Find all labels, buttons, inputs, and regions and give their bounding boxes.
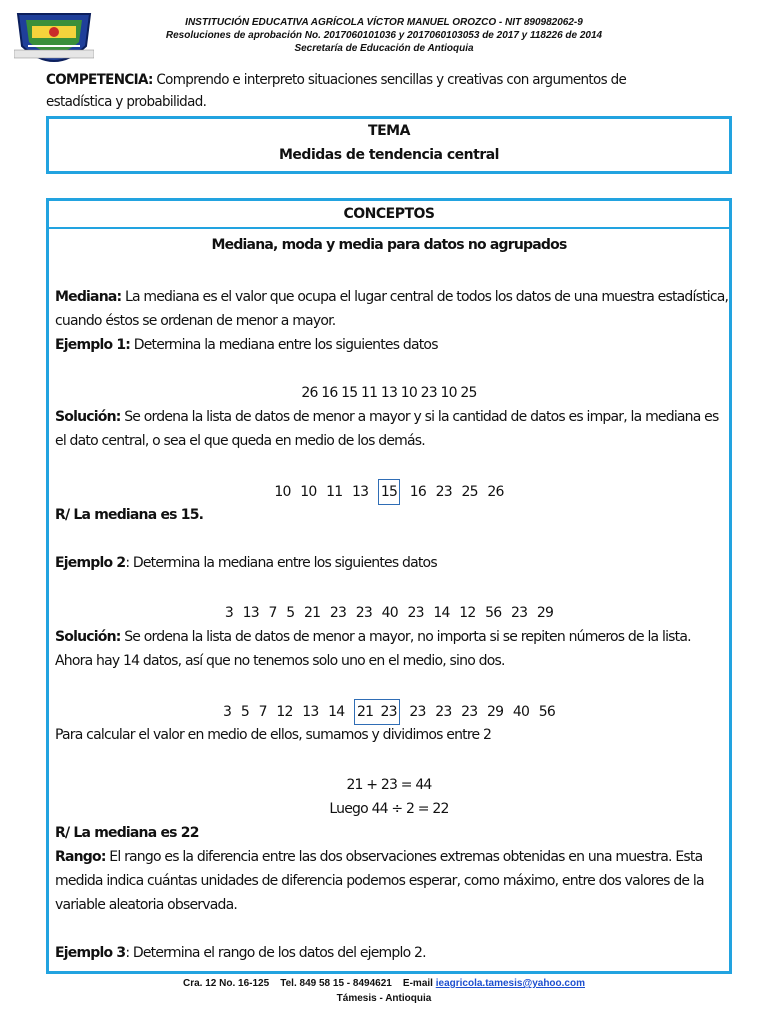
ejemplo3-text: : Determina el rango de los datos del ejemplo 2. [125,945,426,961]
rango-label: Rango: [55,849,106,865]
ejemplo2-label: Ejemplo 2 [55,555,126,571]
sorted2-value: 23 [409,704,426,720]
ejemplo2-line [55,551,723,575]
ej2-value: 56 [485,605,502,621]
header-resolutions: Resoluciones de aprobación No. 2017060101036 y 2017060103053 de 2017 y 118226 de 2014 [165,30,603,41]
solucion2-line1 [55,625,723,649]
tema-title: TEMA [368,123,410,139]
footer-contact-line [0,976,768,991]
sorted2-value: 40 [512,704,530,720]
ej2-value: 23 [329,605,347,621]
tema-subtitle: Medidas de tendencia central [279,147,499,163]
sorted1-value: 10 [274,484,291,500]
ej2-value: 14 [433,605,450,621]
sorted2-value: 3 [223,704,232,720]
header-institution: INSTITUCIÓN EDUCATIVA AGRÍCOLA VÍCTOR MANUEL OROZCO - NIT 890982062-9 [185,17,583,28]
sorted1-median-highlight: 15 [378,479,400,505]
ejemplo2-data [55,601,723,625]
document-footer [0,976,768,1006]
sorted2-value: 23 [435,704,452,720]
sorted2-value: 7 [258,704,267,720]
conceptos-box [46,198,732,974]
sorted2-value: 12 [276,704,293,720]
mediana-definition-line2: cuando éstos se ordenan de menor a mayor. [55,313,336,329]
tema-box [46,116,732,174]
solucion2-label: Solución: [55,629,121,645]
document-header [0,16,768,55]
solucion2-line2: Ahora hay 14 datos, así que no tenemos solo uno en el medio, sino dos. [55,653,505,669]
calc-sum: 21 + 23 = 44 [346,777,432,793]
conceptos-subtitle: Mediana, moda y media para datos no agrupados [211,237,567,253]
ej2-value: 12 [459,605,476,621]
solucion1-label: Solución: [55,409,121,425]
sorted2-value: 23 [461,704,478,720]
ej2-value: 3 [224,605,233,621]
respuesta2: R/ La mediana es 22 [55,825,199,841]
sorted1-value: 13 [352,484,369,500]
mediana-label: Mediana: [55,289,122,305]
rango-definition-line2: medida indica cuántas unidades de diferencia podemos esperar, como máximo, entre dos valores de la [55,873,704,889]
sorted1-value: 23 [435,484,452,500]
header-secretaria: Secretaría de Educación de Antioquia [294,43,474,54]
ejemplo3-line [55,941,723,965]
ejemplo2-text: : Determina la mediana entre los siguientes datos [125,555,437,571]
sorted2-value: 56 [538,704,555,720]
calc-division: Luego 44 ÷ 2 = 22 [329,801,449,817]
ejemplo1-line [55,333,723,357]
sorted1-value: 11 [326,484,343,500]
mediana-text1: La mediana es el valor que ocupa el lugar central de todos los datos de una muestra estadística, [121,289,729,305]
conceptos-title: CONCEPTOS [49,201,729,229]
ej2-value: 29 [536,605,554,621]
ej2-value: 23 [355,605,372,621]
sorted1-value: 10 [300,484,317,500]
competencia-text: Comprendo e interpreto situaciones sencillas y creativas con argumentos de estadística y probabilidad. [46,72,627,110]
competencia-label: COMPETENCIA: [46,72,153,88]
sorted-list-2 [55,699,723,725]
sorted2-value: 29 [486,704,504,720]
sorted2-value: 5 [240,704,249,720]
rango-definition-line3: variable aleatoria observada. [55,897,238,913]
rango-definition-line1 [55,845,723,869]
ej2-value: 13 [242,605,259,621]
solucion1-line2: el dato central, o sea el que queda en medio de los demás. [55,433,425,449]
solucion2-text1: Se ordena la lista de datos de menor a mayor, no importa si se repiten números de la lista. [120,629,691,645]
mediana-definition-line1 [55,285,729,309]
sorted1-value: 26 [487,484,504,500]
sorted1-value: 16 [409,484,426,500]
solucion1-line1 [55,405,723,429]
calc-intro: Para calcular el valor en medio de ellos, sumamos y dividimos entre 2 [55,727,492,743]
ej2-value: 23 [407,605,424,621]
ejemplo1-data: 26 16 15 11 13 10 23 10 25 [301,385,477,401]
footer-address: Cra. 12 No. 16-125 Tel. 849 58 15 - 8494621 E-mail [182,978,436,989]
sorted1-value: 25 [461,484,478,500]
ej2-value: 23 [511,605,528,621]
footer-email-link[interactable]: ieagricola.tamesis@yahoo.com [435,978,585,989]
ejemplo1-text: Determina la mediana entre los siguientes datos [130,337,438,353]
ej2-value: 40 [381,605,398,621]
competencia-paragraph [46,69,688,113]
ej2-value: 5 [286,605,295,621]
sorted2-value: 13 [302,704,319,720]
sorted2-median-highlight: 21 23 [354,699,400,725]
ej2-value: 7 [268,605,277,621]
respuesta1: R/ La mediana es 15. [55,507,204,523]
rango-text1: El rango es la diferencia entre las dos observaciones extremas obtenidas en una muestra. Esta [105,849,703,865]
solucion1-text1: Se ordena la lista de datos de menor a mayor y si la cantidad de datos es impar, la mediana es [120,409,719,425]
ej2-value: 21 [304,605,321,621]
ejemplo3-label: Ejemplo 3 [55,945,126,961]
sorted-list-1 [55,479,723,505]
sorted2-value: 14 [328,704,345,720]
footer-city: Támesis - Antioquia [336,993,432,1004]
ejemplo1-label: Ejemplo 1: [55,337,131,353]
